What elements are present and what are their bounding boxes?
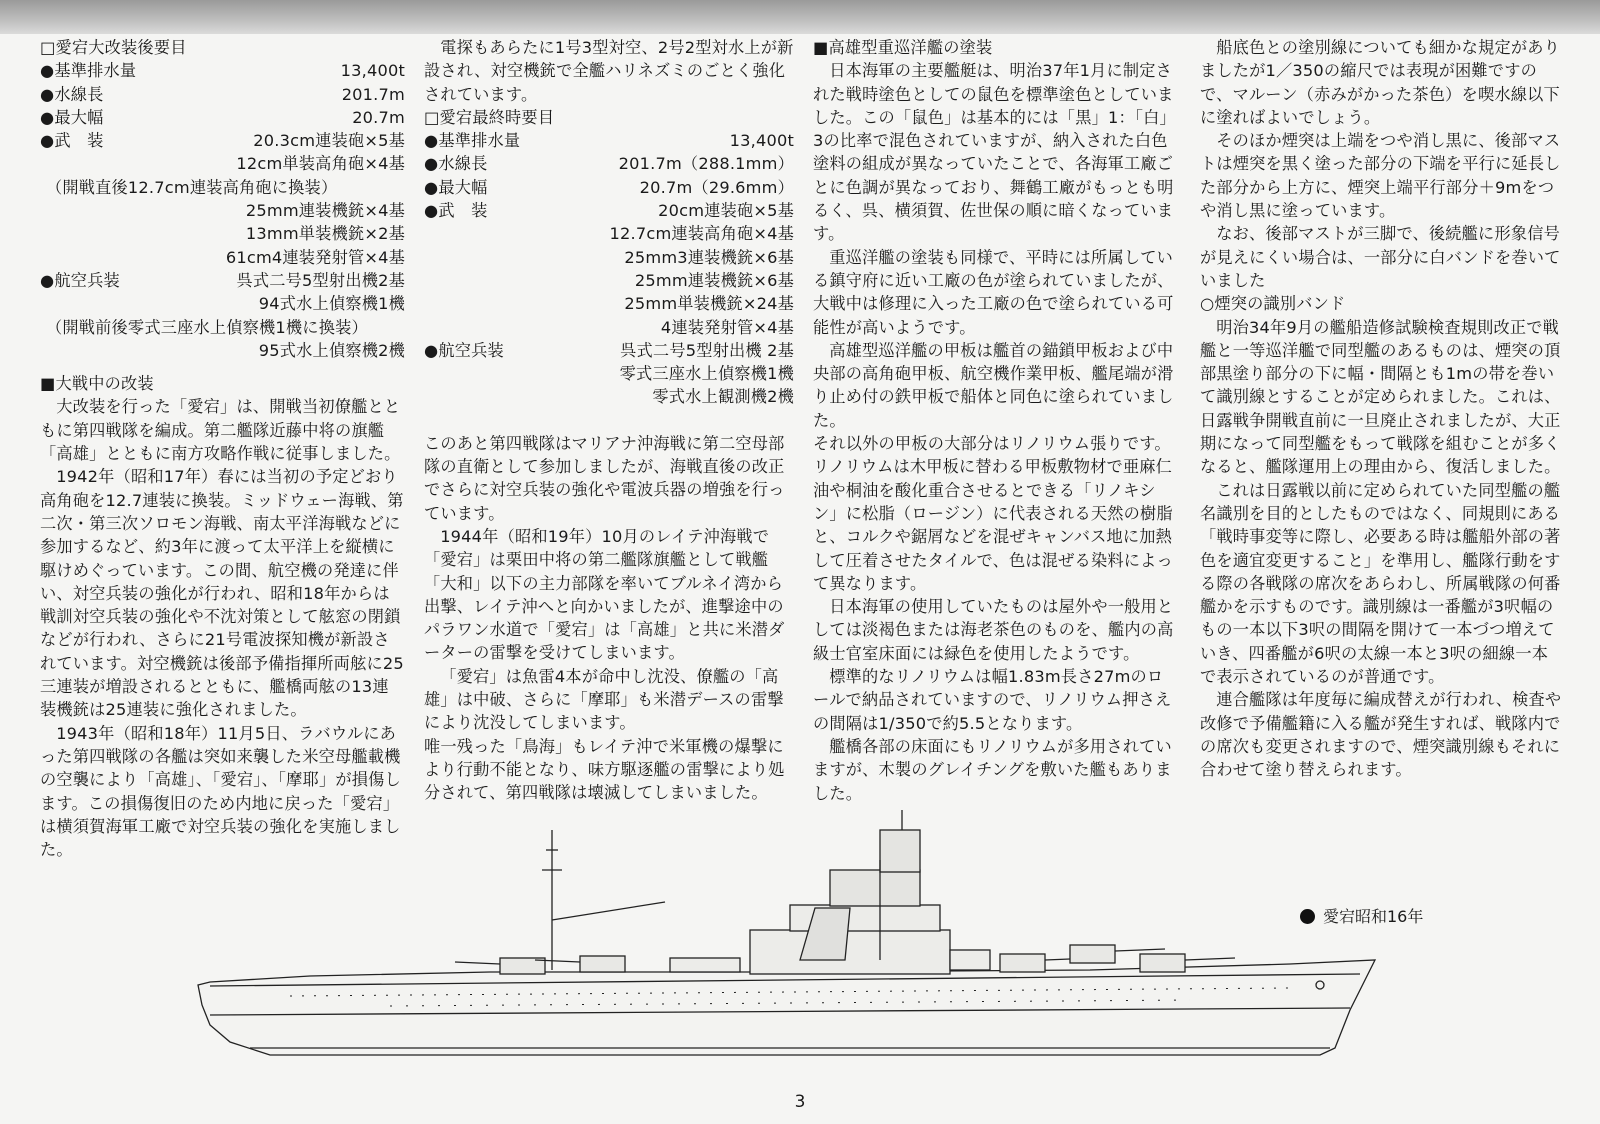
spec-aircraft-line: 零式三座水上偵察機1機 [619, 364, 794, 384]
spec-row: ●航空兵装 呉式二号5型射出機2基 [40, 270, 405, 290]
spec-heading-refit: □愛宕大改装後要目 [40, 38, 187, 57]
paragraph: 明治34年9月の艦船造修試験検査規則改正で戦艦と一等巡洋艦で同型艦のあるものは、煙突の頂部黒塗り部分の下に幅・間隔とも1mの帯を巻いて識別線とすることが定められました。これは、日露戦争開戦直前に一旦廃止されましたが、大正期になって同型艦をもって戦隊を組むことが多くなると、艦隊運用上の理由から、復活しました。 [1200, 317, 1561, 477]
page-number: 3 [794, 1092, 806, 1112]
paragraph: 高雄型巡洋艦の甲板は艦首の錨鎖甲板および中央部の高角砲甲板、航空機作業甲板、艦尾端が滑り止め付の鉄甲板で船体と同色に塗られていました。 [813, 340, 1174, 430]
spec-armament-line: 25mm連装機銃×4基 [245, 201, 405, 221]
paragraph: これは日露戦以前に定められていた同型艦の艦名識別を目的としたものではなく、同規則にある「戦時事変等に際し、必要ある時は艦船外部の著色を適宜変更すること」を準用し、艦隊行動をする際の各戦隊の席次をあらわし、所属戦隊の何番艦かを示すものです。識別線は一番艦が3呎幅のもの一本以下3呎の間隔を開けて一本づつ増えていき、四番艦が6呎の太線一本と3呎の細線一本で表示されているのが普通です。 [1200, 480, 1561, 687]
paragraph: 1944年（昭和19年）10月のレイテ沖海戦で「愛宕」は栗田中将の第二艦隊旗艦として戦艦「大和」以下の主力部隊を率いてブルネイ湾から出撃、レイテ沖へと向かいましたが、進撃途中のパラワン水道で「愛宕」は「高雄」と共に米潜ダーターの雷撃を受けてしまいます。 [424, 526, 785, 663]
paragraph: 標準的なリノリウムは幅1.83m長さ27mのロールで納品されていますので、リノリウム押さえの間隔は1/350で約5.5となります。 [813, 667, 1172, 733]
paragraph: 日本海軍の主要艦艇は、明治37年1月に制定された戦時塗色としての鼠色を標準塗色としていました。この「鼠色」は基本的には「黒」1：「白」3の比率で混色されていますが、納入された白色塗料の組成が異なっていたことで、各海軍工廠ごとに色調が異なっており、舞鶴工廠がもっとも明るく、呉、横須賀、佐世保の順に暗くなっています。 [813, 61, 1176, 244]
spec-aircraft-line: 94式水上偵察機1機 [258, 294, 405, 314]
bullet-dot-icon [1300, 909, 1315, 924]
spec-note: （開戦直後12.7cm連装高角砲に換装） [46, 177, 338, 197]
spec-aircraft-line: 95式水上偵察機2機 [258, 340, 405, 360]
heavy-cruiser-atago-side-profile-icon [190, 810, 1390, 1080]
header-banner [0, 0, 1600, 34]
paragraph: 大改装を行った「愛宕」は、開戦当初僚艦とともに第四戦隊を編成。第二艦隊近藤中将の旗艦「高雄」とともに南方攻略作戦に従事しました。 [40, 397, 401, 464]
paragraph: 艦橋各部の床面にもリノリウムが多用されていますが、木製のグレイチングを敷いた艦もありました。 [813, 736, 1172, 803]
spec-table-refit [40, 59, 405, 362]
figure-caption: 愛宕昭和16年 [1300, 904, 1423, 927]
spec-armament-line: 25mm連装機銃×6基 [634, 270, 794, 290]
paragraph: それ以外の甲板の大部分はリノリウム張りです。リノリウムは木甲板に替わる甲板敷物材で亜麻仁油や桐油を酸化重合させるとできる「リノキシン」に松脂（ロージン）に代表される天然の樹脂と、コルクや鋸屑などを混ぜキャンバス地に加熱して圧着させたタイルで、色は混ぜる染料によって異なります。 [813, 434, 1173, 593]
spec-row: ●最大幅 20.7m（29.6mm） [424, 177, 794, 197]
spec-row: ●航空兵装 呉式二号5型射出機 2基 [424, 340, 794, 360]
column-1 [40, 36, 405, 861]
section-heading-wartime: ■大戦中の改装 [40, 374, 154, 394]
section-heading-paint: ■高雄型重巡洋艦の塗装 [813, 38, 993, 57]
spec-aircraft-line: 零式水上観測機2機 [652, 387, 794, 407]
paragraph: 日本海軍の使用していたものは屋外や一般用としては淡褐色または海老茶色のものを、艦内の高級士官室床面には緑色を使用したようです。 [813, 597, 1174, 663]
spec-armament-line: 61cm4連装発射管×4基 [225, 247, 405, 267]
spec-row: ●基準排水量 13,400t [424, 131, 794, 151]
section-heading-funnel-band: ○煙突の識別バンド [1200, 294, 1346, 314]
spec-armament-line: 12cm単装高角砲×4基 [236, 154, 405, 174]
paragraph: 電探もあらたに1号3型対空、2号2型対水上が新設され、対空機銃で全艦ハリネズミのごとく強化されています。 [424, 38, 794, 104]
column-3 [813, 36, 1179, 805]
paragraph: そのほか煙突は上端をつや消し黒に、後部マストは煙突を黒く塗った部分の下端を平行に延長した部分から上方に、煙突上端平行部分＋9mをつや消し黒に塗っています。 [1200, 131, 1561, 221]
paragraph: 重巡洋艦の塗装も同様で、平時には所属している鎮守府に近い工廠の色が塗られていましたが、大戦中は修理に入った工廠の色で塗られている可能性が高いようです。 [813, 247, 1174, 337]
paragraph: 「愛宕」は魚雷4本が命中し沈没、僚艦の「高雄」は中破、さらに「摩耶」も米潜デースの雷撃により沈没してしまいます。 [424, 666, 784, 733]
paragraph: 船底色との塗別線についても細かな規定がありましたが1／350の縮尺では表現が困難ですので、マルーン（赤みがかった茶色）を喫水線以下に塗ればよいでしょう。 [1200, 38, 1560, 127]
paragraph: このあと第四戦隊はマリアナ沖海戦に第二空母部隊の直衛として参加しましたが、海戦直後の改正でさらに対空兵装の強化や電波兵器の増強を行っています。 [424, 433, 785, 523]
spec-row: ●最大幅 20.7m [40, 107, 405, 127]
spec-armament-line: 25mm単装機銃×24基 [624, 294, 794, 314]
spec-table-final [424, 129, 794, 409]
spec-row: ●武 装 20cm連装砲×5基 [424, 201, 794, 221]
spec-armament-line: 25mm3連装機銃×6基 [624, 247, 794, 267]
spec-row: ●水線長 201.7m（288.1mm） [424, 154, 794, 174]
spec-row: ●基準排水量 13,400t [40, 61, 405, 81]
spec-row: ●水線長 201.7m [40, 84, 405, 104]
paragraph: 1943年（昭和18年）11月5日、ラバウルにあった第四戦隊の各艦は突如来襲した米空母艦載機の空襲により「高雄」、「愛宕」、「摩耶」が損傷します。この損傷復旧のため内地に戻った「愛宕」は横須賀海軍工廠で対空兵装の強化を実施しました。 [40, 723, 401, 860]
spec-note: （開戦前後零式三座水上偵察機1機に換装） [46, 317, 368, 337]
paragraph: 1942年（昭和17年）春には当初の予定どおり高角砲を12.7連装に換装。ミッドウェー海戦、第二次・第三次ソロモン海戦、南太平洋海戦などに参加するなど、約3年に渡って太平洋上を縦横に駆けめぐっています。この間、航空機の発達に伴い、対空兵装の強化が行われ、昭和18年からは戦訓対空兵装の強化や不沈対策として舷窓の閉鎖などが行われ、さらに21号電波探知機が新設されています。対空機銃は後部予備指揮所両舷に25三連装が増設されるとともに、艦橋両舷の13連装機銃は25連装に強化されました。 [40, 467, 404, 720]
column-2 [424, 36, 794, 805]
paragraph: なお、後部マストが三脚で、後続艦に形象信号が見えにくい場合は、一部分に白バンドを巻いていました [1200, 224, 1561, 290]
spec-armament-line: 13mm単装機銃×2基 [245, 224, 405, 244]
spec-armament-line: 12.7cm連装高角砲×4基 [609, 224, 794, 244]
paragraph: 唯一残った「鳥海」もレイテ沖で米軍機の爆撃により行動不能となり、味方駆逐艦の雷撃により処分されて、第四戦隊は壊滅してしまいました。 [424, 736, 785, 803]
spec-row: ●武 装 20.3cm連装砲×5基 [40, 131, 405, 151]
column-4 [1200, 36, 1562, 782]
paragraph: 連合艦隊は年度毎に編成替えが行われ、検査や改修で予備艦籍に入る艦が発生すれば、戦隊内での席次も変更されますので、煙突識別線もそれに合わせて塗り替えられます。 [1200, 690, 1562, 780]
spec-heading-final: □愛宕最終時要目 [424, 107, 555, 127]
spec-armament-line: 4連装発射管×4基 [660, 317, 794, 337]
